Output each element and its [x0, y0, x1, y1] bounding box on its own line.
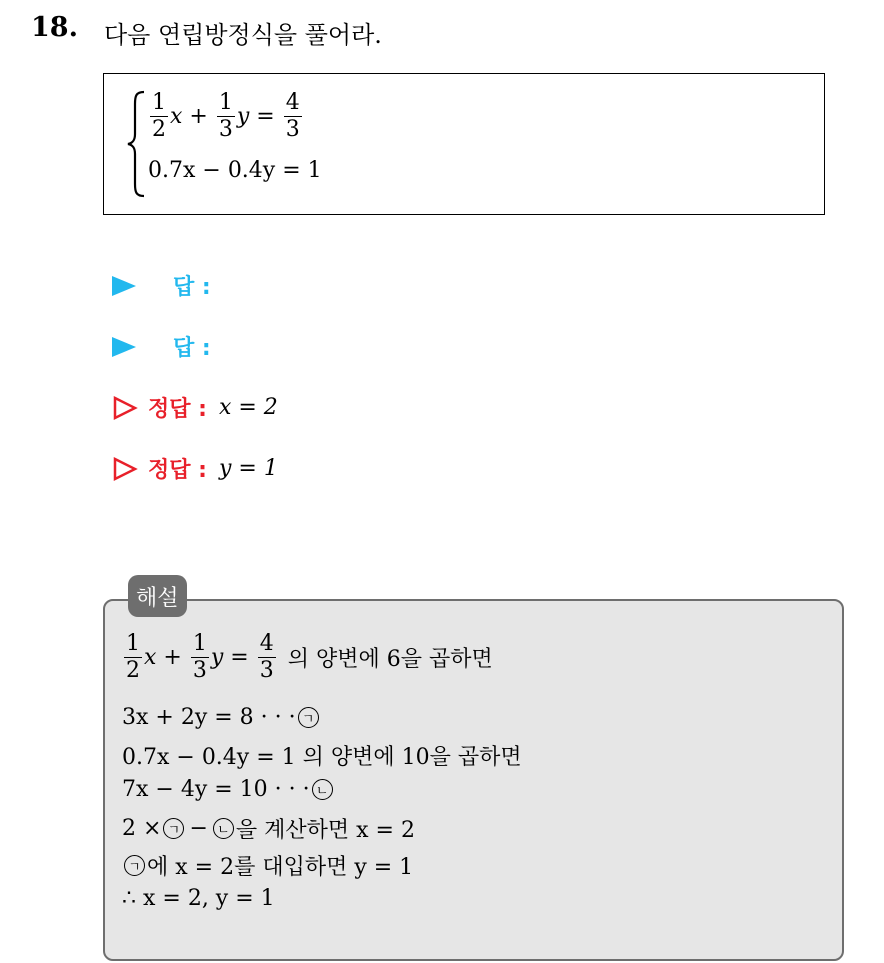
sol-var-x: x	[144, 645, 157, 670]
sol-fraction-b	[191, 633, 209, 682]
fraction-c-num: 4	[285, 90, 300, 115]
answer-label-2: 답 :	[173, 336, 211, 361]
play-arrow-icon	[112, 276, 136, 296]
sol-fraction-a	[124, 633, 142, 682]
sol-fraction-c	[258, 633, 276, 682]
fraction-b-num: 1	[218, 90, 233, 115]
equation-2	[148, 158, 322, 183]
sol-var-y: y	[210, 645, 224, 670]
fraction-c-den: 3	[285, 117, 300, 142]
solution-line-2	[122, 705, 321, 730]
answer-label-1: 답 :	[173, 275, 211, 300]
sol-fraction-b-den: 3	[192, 658, 207, 683]
solution-line-6-text: 에 x = 2를 대입하면 y = 1	[147, 855, 414, 880]
solution-line-6	[122, 850, 413, 881]
solution-tag: 해설	[128, 575, 187, 617]
fraction-b-den: 3	[218, 117, 233, 142]
solution-line-5-c: 을 계산하면 x = 2	[235, 818, 415, 843]
sol-fraction-a-num: 1	[126, 631, 140, 656]
plus-sign: +	[189, 104, 208, 129]
equals-sign: =	[256, 104, 275, 129]
outline-arrow-icon	[112, 395, 138, 421]
question-number: 18.	[31, 12, 78, 43]
fraction-a-num: 1	[152, 90, 166, 115]
equation-2-text: 0.7x − 0.4y = 1	[148, 158, 322, 183]
solution-line-7	[122, 886, 275, 911]
sol-fraction-c-den: 3	[259, 658, 274, 683]
sol-plus-sign: +	[163, 645, 182, 670]
circled-mark-2: ㄴ	[213, 818, 234, 839]
sol-fraction-b-num: 1	[192, 631, 207, 656]
correct-label-1: 정답 :	[148, 397, 207, 422]
solution-line-2-text: 3x + 2y = 8 · · ·	[122, 705, 296, 730]
solution-line-4-text: 7x − 4y = 10 · · ·	[122, 777, 310, 802]
solution-line-5-a: 2 ×	[122, 816, 162, 841]
left-brace-icon	[126, 90, 146, 198]
sol-fraction-a-den: 2	[126, 658, 140, 683]
correct-answer-2	[112, 453, 278, 484]
question-text: 다음 연립방정식을 풀어라.	[104, 21, 382, 49]
sol-fraction-c-num: 4	[259, 631, 274, 656]
sol-equals-sign: =	[230, 645, 249, 670]
solution-line-7-text: ∴ x = 2, y = 1	[122, 886, 275, 911]
solution-line-3	[122, 740, 522, 771]
solution-line-4	[122, 777, 335, 802]
correct-value-1: x = 2	[218, 395, 278, 420]
play-arrow-icon	[112, 337, 136, 357]
answer-blank-2	[112, 331, 211, 362]
var-x: x	[170, 104, 183, 129]
equation-1	[148, 92, 304, 141]
circled-mark-2: ㄴ	[312, 779, 333, 800]
circled-mark-1: ㄱ	[124, 855, 145, 876]
fraction-a-den: 2	[152, 117, 166, 142]
fraction-c	[284, 92, 302, 141]
problem-box	[103, 73, 825, 215]
solution-line-5-b: −	[189, 816, 208, 841]
solution-line-5	[122, 813, 415, 844]
answer-blank-1	[112, 270, 211, 301]
outline-arrow-icon	[112, 456, 138, 482]
correct-answer-1	[112, 392, 278, 423]
circled-mark-1: ㄱ	[298, 707, 319, 728]
var-y: y	[236, 104, 250, 129]
solution-line-1	[122, 633, 493, 682]
solution-line-3-text: 0.7x − 0.4y = 1 의 양변에 10을 곱하면	[122, 745, 522, 770]
correct-value-2: y = 1	[218, 456, 278, 481]
fraction-b	[217, 92, 235, 141]
fraction-a	[150, 92, 168, 141]
circled-mark-1: ㄱ	[163, 818, 184, 839]
correct-label-2: 정답 :	[148, 458, 207, 483]
solution-line-1-tail: 의 양변에 6을 곱하면	[287, 647, 493, 672]
